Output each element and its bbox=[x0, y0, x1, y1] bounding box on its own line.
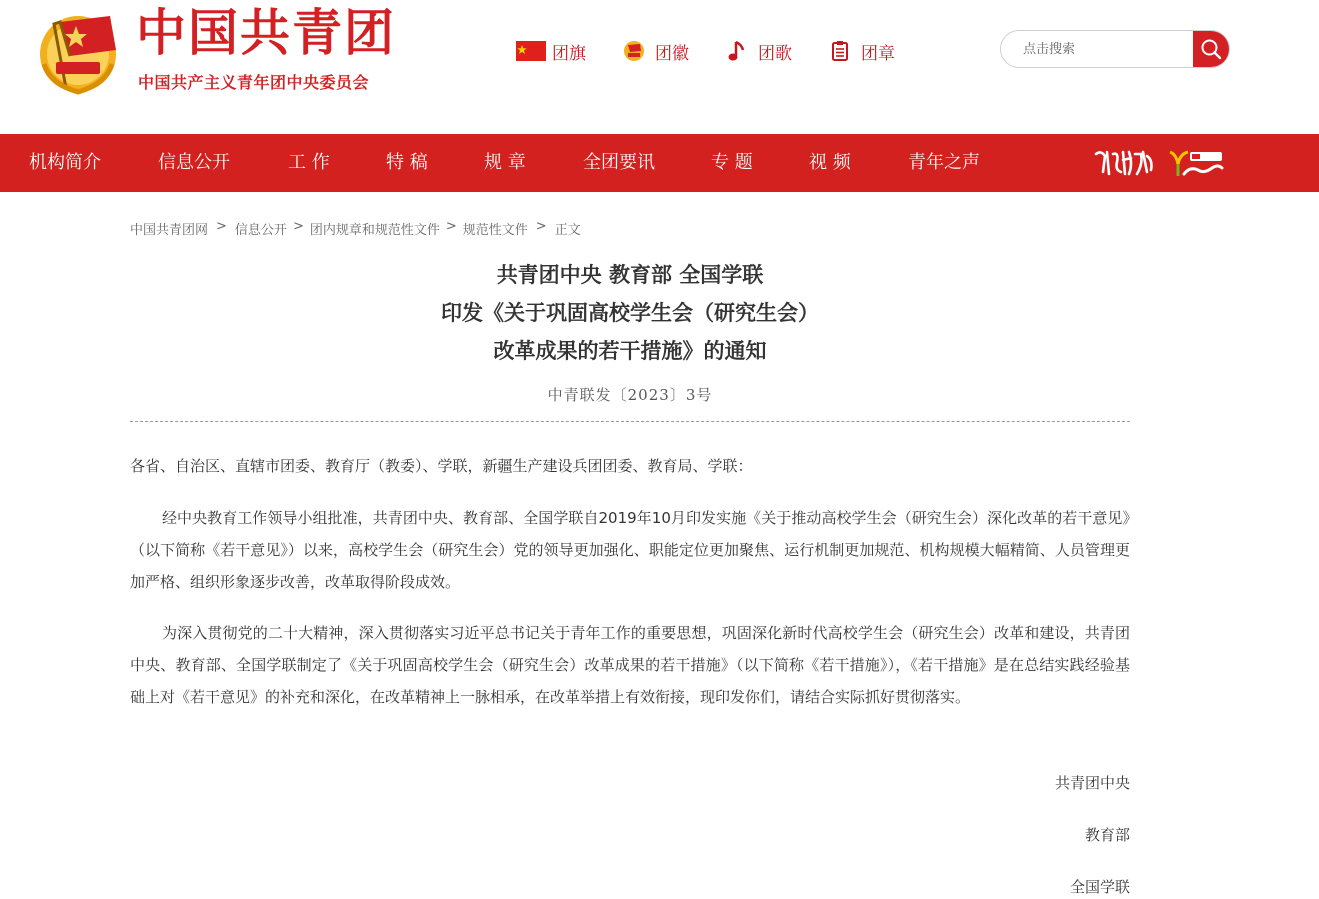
nav-item-info[interactable]: 信息公开 bbox=[158, 152, 230, 173]
site-header bbox=[0, 0, 1319, 134]
quick-links bbox=[516, 38, 928, 64]
quick-link-flag[interactable] bbox=[516, 38, 586, 64]
breadcrumb-separator: > bbox=[292, 219, 304, 234]
signature-line: 全国学联 bbox=[1069, 878, 1130, 896]
music-note-icon bbox=[722, 40, 752, 62]
nav-item-work[interactable]: 工 作 bbox=[288, 152, 330, 173]
breadcrumb-home[interactable]: 中国共青团网 bbox=[130, 223, 209, 238]
breadcrumb bbox=[130, 219, 581, 238]
search-box bbox=[1000, 30, 1230, 68]
nav-item-video[interactable]: 视 频 bbox=[809, 152, 851, 173]
nav-item-about[interactable]: 机构简介 bbox=[29, 152, 101, 173]
nav-item-youth-voice[interactable]: 青年之声 bbox=[908, 152, 980, 173]
main-nav bbox=[0, 134, 1319, 192]
title-divider bbox=[130, 421, 1130, 422]
breadcrumb-separator: > bbox=[216, 219, 227, 234]
quick-link-song[interactable] bbox=[722, 38, 792, 64]
document-number: 中青联发〔2023〕3号 bbox=[547, 386, 713, 404]
search-input[interactable] bbox=[1001, 31, 1193, 67]
nav-item-features[interactable]: 特 稿 bbox=[386, 152, 428, 173]
quick-link-charter[interactable] bbox=[825, 38, 895, 64]
article-title-line: 改革成果的若干措施》的通知 bbox=[493, 339, 767, 363]
signature-line: 教育部 bbox=[1084, 826, 1130, 844]
signature-line: 共青团中央 bbox=[1054, 774, 1130, 792]
youth-league-emblem-icon[interactable] bbox=[30, 4, 126, 96]
breadcrumb-info[interactable]: 信息公开 bbox=[234, 223, 287, 238]
article-paragraph: 为深入贯彻党的二十大精神，深入贯彻落实习近平总书记关于青年工作的重要思想，巩固深化新时代高校学生会（研究生会）改革和建设，共青团中央、教育部、全国学联制定了《关于巩固高校学生会（研究生会）改革成果的若干措施》（以下简称《若干措施》），《若干措施》是在总结实践经验基础上对《若干意见》的补充和深化，在改革精神上一脉相承，在改革举措上有效衔接，现印发你们，请结合实际抓好贯彻落实。 bbox=[130, 624, 1130, 706]
nav-item-rules[interactable]: 规 章 bbox=[484, 152, 526, 173]
quick-link-emblem-label: 团徽 bbox=[655, 43, 689, 64]
quick-link-charter-label: 团章 bbox=[861, 43, 895, 64]
breadcrumb-normative-docs[interactable]: 规范性文件 bbox=[462, 223, 528, 238]
brand-subtitle: 中国共产主义青年团中央委员会 bbox=[138, 73, 370, 92]
breadcrumb-separator: > bbox=[535, 219, 547, 234]
search-icon bbox=[1200, 38, 1222, 60]
breadcrumb-regulations[interactable]: 团内规章和规范性文件 bbox=[309, 223, 440, 238]
search-button[interactable] bbox=[1193, 31, 1229, 67]
emblem-icon bbox=[619, 40, 649, 62]
article-title bbox=[130, 256, 1130, 370]
quick-link-song-label: 团歌 bbox=[758, 43, 792, 64]
brand-title[interactable]: 中国共青团 bbox=[136, 3, 396, 62]
article-salutation: 各省、自治区、直辖市团委、教育厅（教委）、学联，新疆生产建设兵团团委、教育局、学联： bbox=[130, 457, 753, 475]
quick-link-emblem[interactable] bbox=[619, 38, 689, 64]
china-youth-daily-logo-icon[interactable] bbox=[1093, 146, 1155, 180]
article-paragraph: 经中央教育工作领导小组批准，共青团中央、教育部、全国学联自2019年10月印发实施《关于推动高校学生会（研究生会）深化改革的若干意见》（以下简称《若干意见》）以来，高校学生会（研究生会）党的领导更加强化、职能定位更加聚焦、运行机制更加规范、机构规模大幅精简、人员管理更加严格、组织形象逐步改善，改革取得阶段成效。 bbox=[130, 509, 1130, 591]
article-title-line: 印发《关于巩固高校学生会（研究生会） bbox=[441, 301, 819, 325]
breadcrumb-separator: > bbox=[445, 219, 457, 234]
document-icon bbox=[825, 40, 855, 62]
article-title-line: 共青团中央 教育部 全国学联 bbox=[496, 263, 764, 287]
nav-item-news[interactable]: 全团要讯 bbox=[583, 152, 655, 173]
breadcrumb-current: 正文 bbox=[554, 223, 581, 238]
nav-item-topics[interactable]: 专 题 bbox=[711, 152, 753, 173]
flag-icon bbox=[516, 40, 546, 62]
youth-cn-logo-icon[interactable] bbox=[1168, 146, 1224, 180]
quick-link-flag-label: 团旗 bbox=[552, 43, 586, 64]
